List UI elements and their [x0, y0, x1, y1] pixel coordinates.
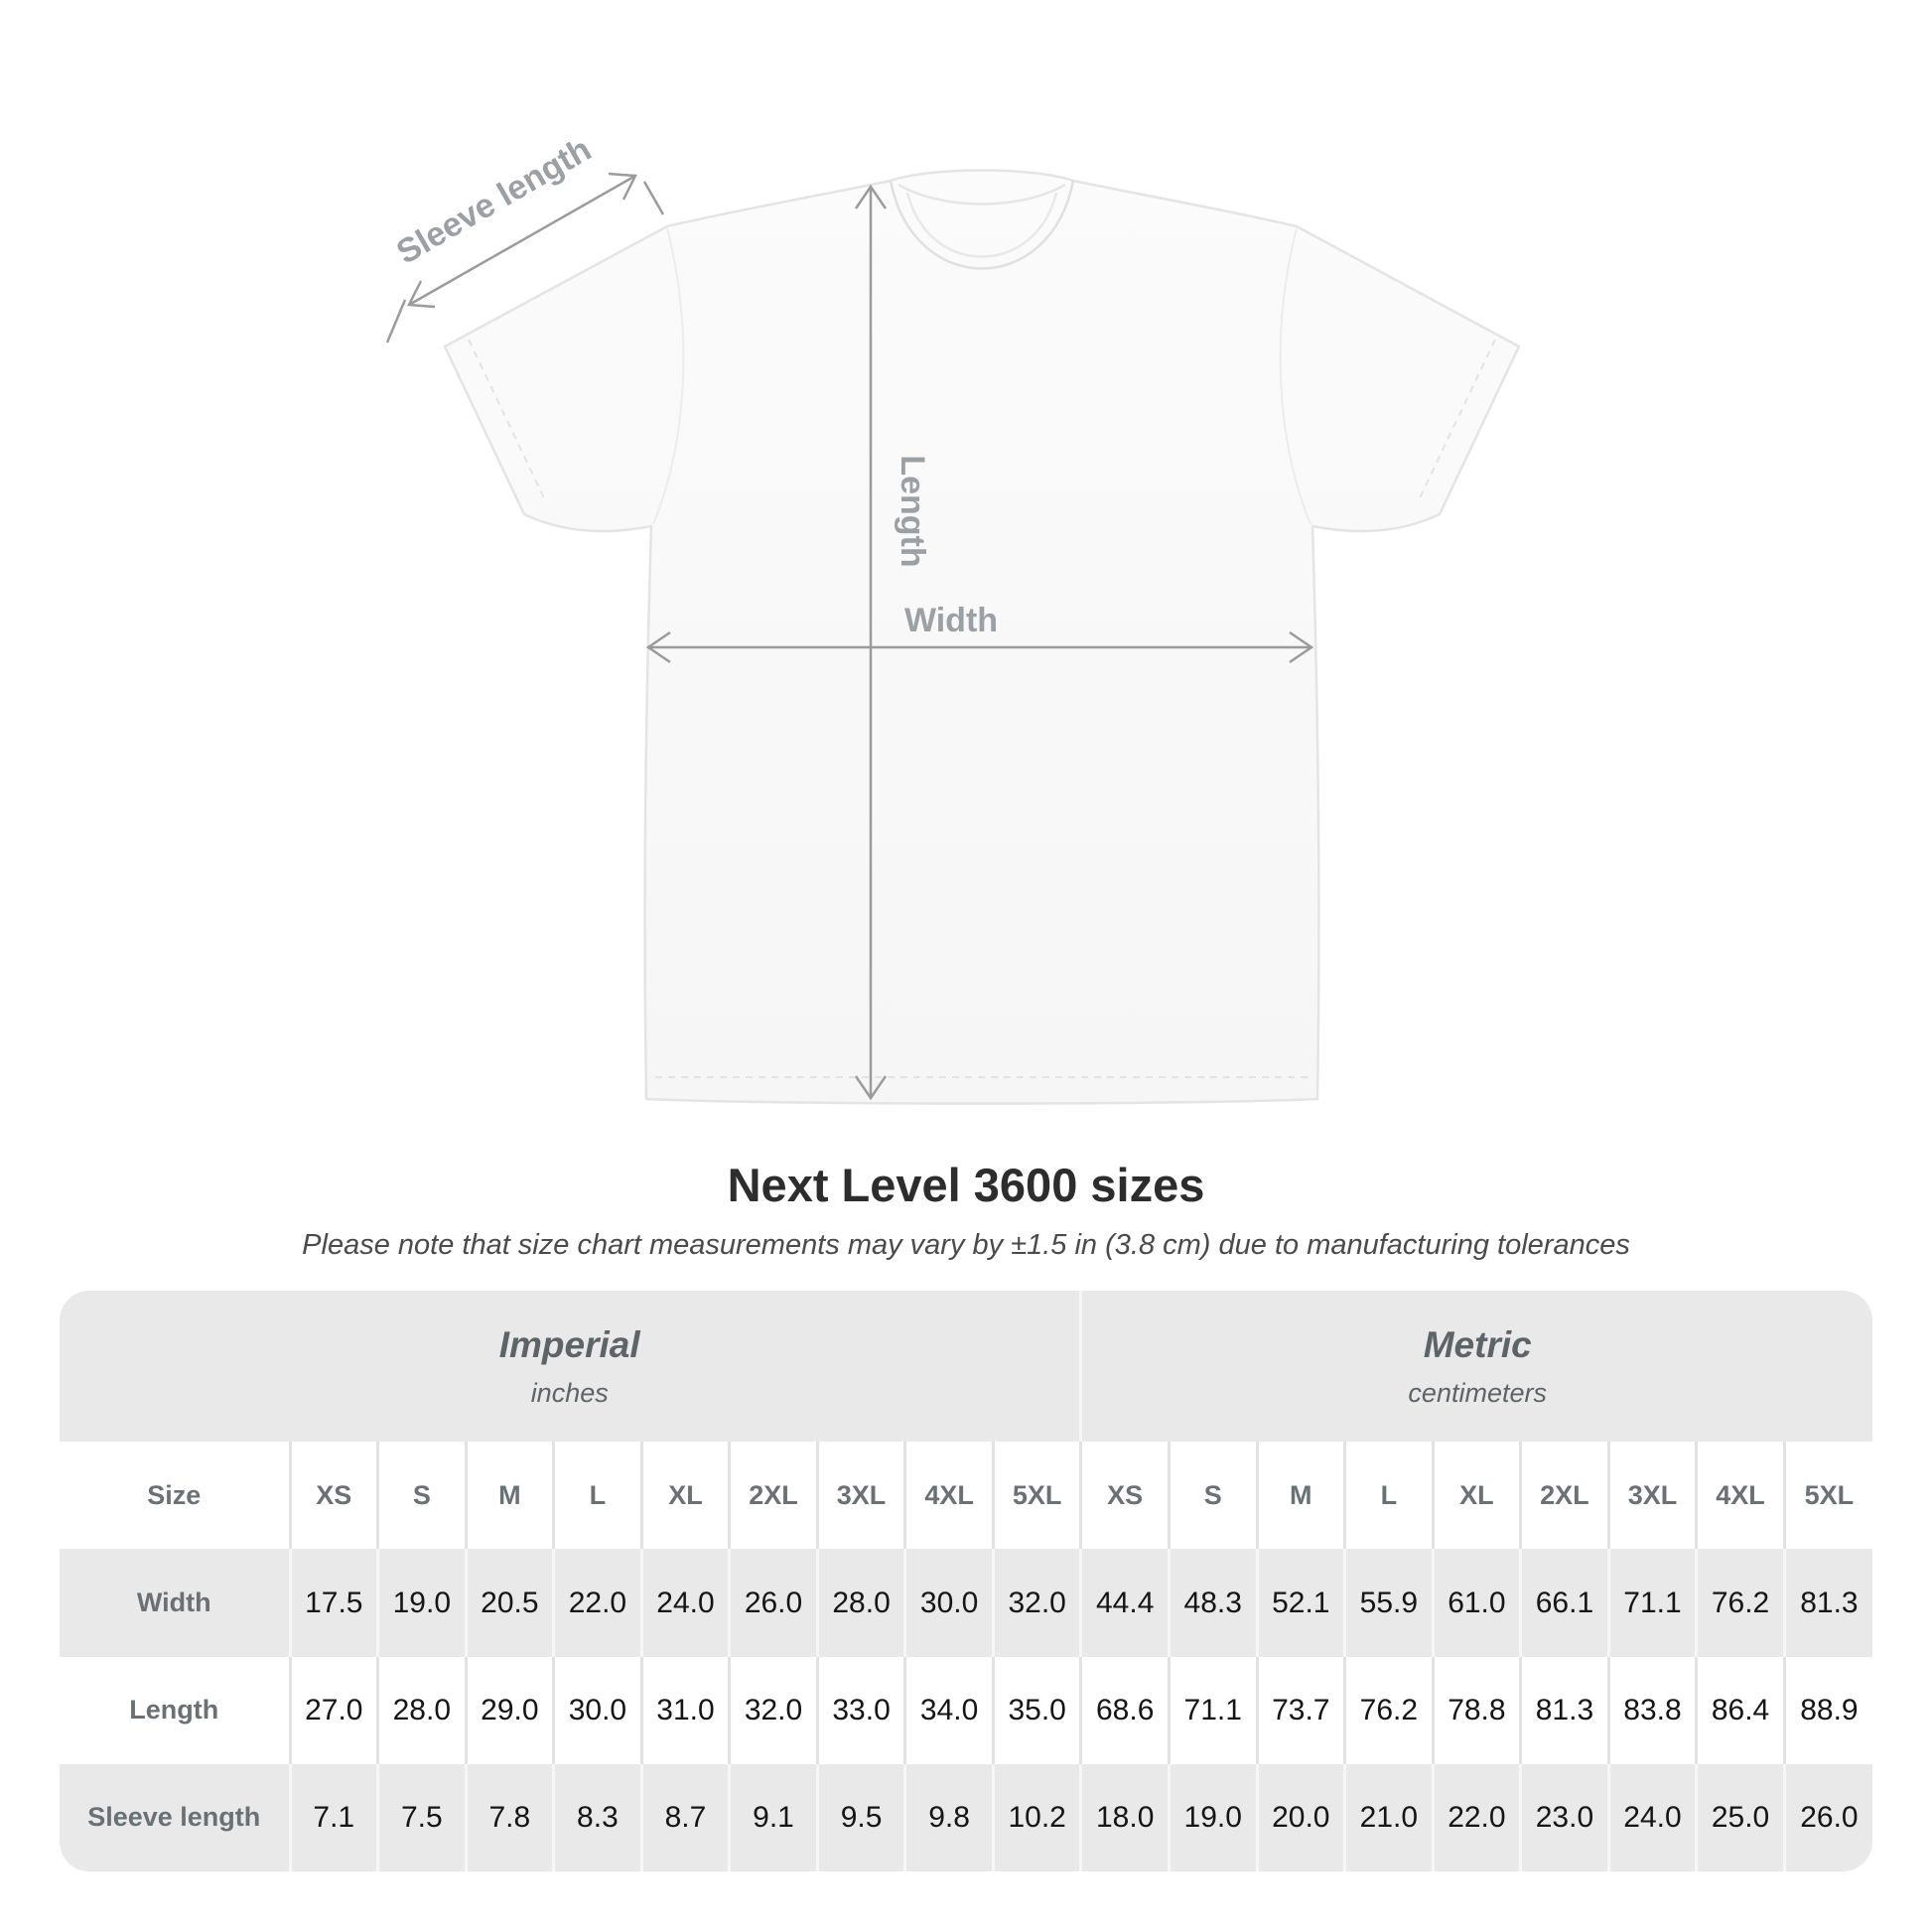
length-value: 68.6 [1081, 1657, 1170, 1764]
sleeve-length-value: 7.5 [378, 1764, 467, 1871]
width-value: 24.0 [641, 1549, 730, 1656]
sleeve-length-value: 21.0 [1345, 1764, 1434, 1871]
size-col: 3XL [817, 1442, 905, 1549]
width-value: 71.1 [1608, 1549, 1697, 1656]
length-value: 73.7 [1257, 1657, 1345, 1764]
size-col: XL [1433, 1442, 1521, 1549]
imperial-header [60, 1291, 1081, 1442]
metric-header [1081, 1291, 1872, 1442]
length-value: 71.1 [1169, 1657, 1257, 1764]
imperial-unit: inches [530, 1377, 609, 1408]
length-row [60, 1657, 1872, 1764]
size-header-row [60, 1442, 1872, 1549]
width-value: 81.3 [1784, 1549, 1872, 1656]
unit-system-header-row [60, 1291, 1872, 1442]
imperial-title: Imperial [498, 1323, 640, 1365]
length-value: 34.0 [905, 1657, 994, 1764]
width-row [60, 1549, 1872, 1656]
sleeve-length-value: 7.1 [290, 1764, 378, 1871]
length-value: 33.0 [817, 1657, 905, 1764]
width-value: 26.0 [730, 1549, 818, 1656]
width-value: 76.2 [1697, 1549, 1785, 1656]
width-value: 28.0 [817, 1549, 905, 1656]
length-value: 88.9 [1784, 1657, 1872, 1764]
sleeve-length-value: 8.7 [641, 1764, 730, 1871]
sleeve-length-value: 9.1 [730, 1764, 818, 1871]
sleeve-length-row [60, 1764, 1872, 1871]
size-col: 2XL [1521, 1442, 1609, 1549]
sleeve-length-value: 20.0 [1257, 1764, 1345, 1871]
metric-unit: centimeters [1408, 1377, 1547, 1408]
sleeve-length-value: 18.0 [1081, 1764, 1170, 1871]
width-value: 19.0 [378, 1549, 467, 1656]
width-value: 30.0 [905, 1549, 994, 1656]
length-value: 28.0 [378, 1657, 467, 1764]
sleeve-length-label: Sleeve length [390, 130, 598, 272]
size-col: S [1169, 1442, 1257, 1549]
size-col: S [378, 1442, 467, 1549]
length-label: Length [894, 455, 931, 568]
width-value: 44.4 [1081, 1549, 1170, 1656]
length-value: 29.0 [466, 1657, 554, 1764]
size-col: XS [290, 1442, 378, 1549]
width-value: 20.5 [466, 1549, 554, 1656]
metric-title: Metric [1423, 1323, 1532, 1365]
sleeve-length-value: 8.3 [554, 1764, 642, 1871]
width-value: 22.0 [554, 1549, 642, 1656]
length-value: 83.8 [1608, 1657, 1697, 1764]
width-value: 55.9 [1345, 1549, 1434, 1656]
size-col: XL [641, 1442, 730, 1549]
sleeve-length-value: 24.0 [1608, 1764, 1697, 1871]
width-value: 61.0 [1433, 1549, 1521, 1656]
sleeve-length-value: 10.2 [993, 1764, 1081, 1871]
length-value: 86.4 [1697, 1657, 1785, 1764]
size-col: 4XL [905, 1442, 994, 1549]
length-value: 32.0 [730, 1657, 818, 1764]
width-value: 52.1 [1257, 1549, 1345, 1656]
sleeve-length-row-label: Sleeve length [87, 1802, 261, 1833]
length-value: 27.0 [290, 1657, 378, 1764]
size-chart-container [60, 1291, 1872, 1871]
width-row-label: Width [136, 1587, 211, 1617]
sleeve-length-value: 22.0 [1433, 1764, 1521, 1871]
sleeve-length-value: 23.0 [1521, 1764, 1609, 1871]
length-value: 78.8 [1433, 1657, 1521, 1764]
sleeve-length-value: 9.5 [817, 1764, 905, 1871]
length-value: 31.0 [641, 1657, 730, 1764]
length-value: 35.0 [993, 1657, 1081, 1764]
size-col: 2XL [730, 1442, 818, 1549]
size-col: 5XL [993, 1442, 1081, 1549]
page-title: Next Level 3600 sizes [727, 1159, 1205, 1211]
length-value: 30.0 [554, 1657, 642, 1764]
page-subtitle: Please note that size chart measurements may vary by ±1.5 in (3.8 cm) due to manufacturing tolerances [302, 1229, 1630, 1261]
size-col: XS [1081, 1442, 1170, 1549]
size-row-label: Size [147, 1479, 202, 1510]
length-row-label: Length [129, 1695, 219, 1725]
size-col: L [1345, 1442, 1434, 1549]
length-value: 81.3 [1521, 1657, 1609, 1764]
size-col: M [1257, 1442, 1345, 1549]
width-value: 48.3 [1169, 1549, 1257, 1656]
width-label: Width [903, 602, 999, 639]
sleeve-length-value: 26.0 [1784, 1764, 1872, 1871]
sleeve-length-value: 9.8 [905, 1764, 994, 1871]
width-value: 32.0 [993, 1549, 1081, 1656]
width-value: 17.5 [290, 1549, 378, 1656]
size-col: 5XL [1784, 1442, 1872, 1549]
size-col: M [466, 1442, 554, 1549]
sleeve-length-value: 19.0 [1169, 1764, 1257, 1871]
sleeve-length-value: 7.8 [466, 1764, 554, 1871]
size-col: 4XL [1697, 1442, 1785, 1549]
sleeve-length-value: 25.0 [1697, 1764, 1785, 1871]
length-value: 76.2 [1345, 1657, 1434, 1764]
size-col: 3XL [1608, 1442, 1697, 1549]
size-col: L [554, 1442, 642, 1549]
width-value: 66.1 [1521, 1549, 1609, 1656]
size-chart-table [60, 1291, 1872, 1871]
